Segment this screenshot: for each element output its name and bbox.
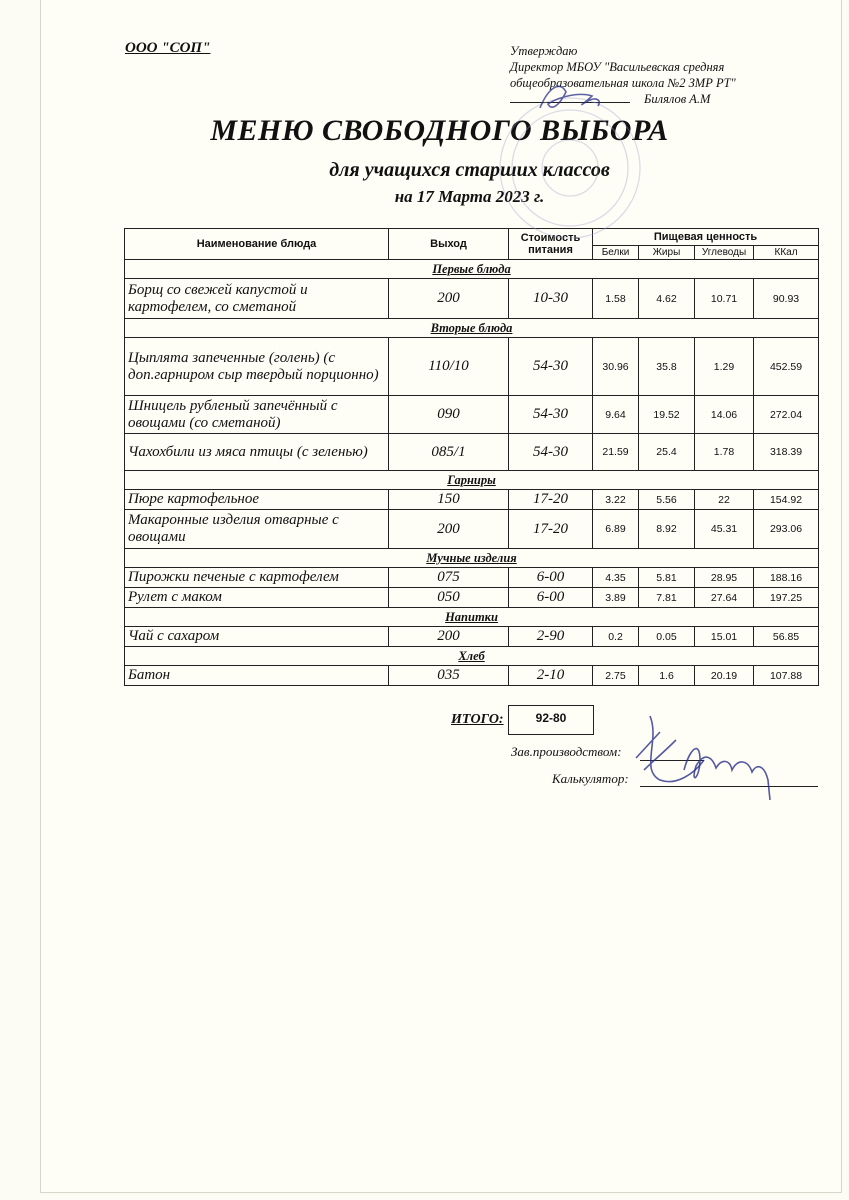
dish-carbs: 22 (695, 490, 754, 510)
dish-name: Чахохбили из мяса птицы (с зеленью) (125, 434, 389, 471)
page-subtitle: для учащихся старших классов (329, 159, 610, 181)
dish-protein: 4.35 (593, 568, 639, 588)
dish-carbs: 1.78 (695, 434, 754, 471)
dish-name: Шницель рубленый запечённый с овощами (со сметаной) (125, 396, 389, 434)
approval-block (510, 43, 736, 107)
dish-kcal: 318.39 (754, 434, 819, 471)
dish-fat: 35.8 (639, 338, 695, 396)
table-row (125, 396, 819, 434)
approval-line: общеобразовательная школа №2 ЗМР РТ" (510, 76, 736, 90)
dish-price: 6-00 (509, 568, 593, 588)
table-row (125, 510, 819, 549)
dish-kcal: 188.16 (754, 568, 819, 588)
calculator-sign-line (640, 786, 818, 787)
dish-fat: 8.92 (639, 510, 695, 549)
dish-carbs: 1.29 (695, 338, 754, 396)
menu-date: на 17 Марта 2023 г. (394, 187, 545, 206)
dish-kcal: 452.59 (754, 338, 819, 396)
menu-table (124, 228, 819, 686)
total-value: 92-80 (508, 705, 594, 735)
table-row (125, 490, 819, 510)
dish-name: Цыплята запеченные (голень) (с доп.гарниром сыр твердый порционно) (125, 338, 389, 396)
dish-carbs: 28.95 (695, 568, 754, 588)
dish-price: 54-30 (509, 434, 593, 471)
dish-kcal: 197.25 (754, 588, 819, 608)
approval-line: Директор МБОУ "Васильевская средняя (510, 60, 725, 74)
dish-protein: 1.58 (593, 279, 639, 319)
dish-protein: 2.75 (593, 666, 639, 686)
dish-kcal: 107.88 (754, 666, 819, 686)
header-price: Стоимость питания (509, 229, 593, 260)
table-row (125, 568, 819, 588)
header-yield: Выход (389, 229, 509, 260)
header-nutrition: Пищевая ценность (593, 229, 819, 246)
organization-name: ООО "СОП" (125, 40, 211, 56)
section-title: Вторые блюда (125, 319, 819, 338)
dish-fat: 1.6 (639, 666, 695, 686)
dish-price: 54-30 (509, 396, 593, 434)
dish-protein: 9.64 (593, 396, 639, 434)
dish-name: Пюре картофельное (125, 490, 389, 510)
dish-price: 10-30 (509, 279, 593, 319)
dish-name: Чай с сахаром (125, 627, 389, 647)
director-sign-line (510, 102, 630, 103)
dish-carbs: 14.06 (695, 396, 754, 434)
dish-name: Макаронные изделия отварные с овощами (125, 510, 389, 549)
dish-fat: 0.05 (639, 627, 695, 647)
dish-fat: 25.4 (639, 434, 695, 471)
dish-yield: 150 (389, 490, 509, 510)
dish-kcal: 272.04 (754, 396, 819, 434)
header-protein: Белки (593, 246, 639, 260)
dish-yield: 090 (389, 396, 509, 434)
dish-kcal: 293.06 (754, 510, 819, 549)
dish-price: 2-10 (509, 666, 593, 686)
production-manager-sign-line (640, 760, 704, 761)
dish-price: 6-00 (509, 588, 593, 608)
table-row (125, 338, 819, 396)
dish-protein: 3.89 (593, 588, 639, 608)
dish-kcal: 154.92 (754, 490, 819, 510)
dish-name: Борщ со свежей капустой и картофелем, со сметаной (125, 279, 389, 319)
dish-yield: 200 (389, 510, 509, 549)
dish-fat: 7.81 (639, 588, 695, 608)
dish-yield: 075 (389, 568, 509, 588)
table-row (125, 434, 819, 471)
dish-price: 54-30 (509, 338, 593, 396)
dish-fat: 5.56 (639, 490, 695, 510)
dish-yield: 110/10 (389, 338, 509, 396)
section-title: Мучные изделия (125, 549, 819, 568)
production-manager-label: Зав.производством: (511, 744, 622, 759)
dish-carbs: 45.31 (695, 510, 754, 549)
dish-price: 2-90 (509, 627, 593, 647)
header-carbs: Углеводы (695, 246, 754, 260)
section-title: Напитки (125, 608, 819, 627)
dish-name: Пирожки печеные с картофелем (125, 568, 389, 588)
dish-fat: 19.52 (639, 396, 695, 434)
dish-yield: 085/1 (389, 434, 509, 471)
table-row (125, 627, 819, 647)
section-title: Первые блюда (125, 260, 819, 279)
dish-price: 17-20 (509, 490, 593, 510)
dish-protein: 0.2 (593, 627, 639, 647)
dish-protein: 21.59 (593, 434, 639, 471)
dish-protein: 6.89 (593, 510, 639, 549)
calculator-label: Калькулятор: (552, 771, 629, 786)
table-row (125, 666, 819, 686)
dish-carbs: 27.64 (695, 588, 754, 608)
header-fat: Жиры (639, 246, 695, 260)
dish-carbs: 10.71 (695, 279, 754, 319)
table-row (125, 588, 819, 608)
dish-protein: 30.96 (593, 338, 639, 396)
dish-yield: 200 (389, 627, 509, 647)
dish-price: 17-20 (509, 510, 593, 549)
header-dish-name: Наименование блюда (125, 229, 389, 260)
dish-kcal: 90.93 (754, 279, 819, 319)
page-title: МЕНЮ СВОБОДНОГО ВЫБОРА (210, 114, 669, 147)
dish-fat: 4.62 (639, 279, 695, 319)
dish-fat: 5.81 (639, 568, 695, 588)
dish-carbs: 20.19 (695, 666, 754, 686)
total-label: ИТОГО: (451, 712, 504, 727)
dish-yield: 035 (389, 666, 509, 686)
dish-yield: 200 (389, 279, 509, 319)
director-name: Билялов А.М (644, 92, 711, 106)
section-title: Гарниры (125, 471, 819, 490)
dish-yield: 050 (389, 588, 509, 608)
header-kcal: ККал (754, 246, 819, 260)
dish-name: Рулет с маком (125, 588, 389, 608)
dish-carbs: 15.01 (695, 627, 754, 647)
dish-name: Батон (125, 666, 389, 686)
dish-protein: 3.22 (593, 490, 639, 510)
table-row (125, 279, 819, 319)
dish-kcal: 56.85 (754, 627, 819, 647)
approval-line: Утверждаю (510, 44, 578, 58)
section-title: Хлеб (125, 647, 819, 666)
